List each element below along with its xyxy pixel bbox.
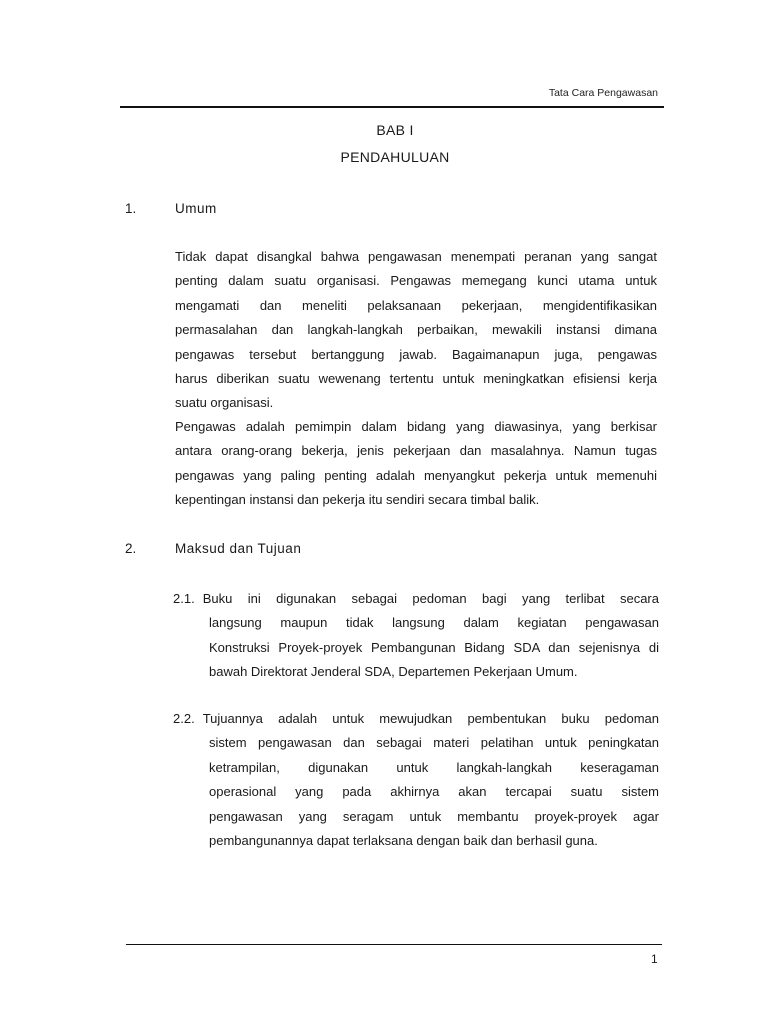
paragraph-line: pengawas yang paling penting adalah menyangkut pekerja untuk memenuhi (175, 467, 657, 483)
section-1-paragraph-2 (175, 415, 657, 513)
subsection-number: 2.2. (173, 711, 195, 726)
paragraph-line: antara orang-orang bekerja, jenis pekerjaan dan masalahnya. Namun tugas (175, 443, 657, 459)
subsection-line: langsung maupun tidak langsung dalam kegiatan pengawasan (209, 615, 659, 631)
paragraph-line: mengamati dan meneliti pelaksanaan pekerjaan, mengidentifikasikan (175, 297, 657, 313)
subsection-line: Buku ini digunakan sebagai pedoman bagi yang terlibat secara (202, 591, 659, 606)
subsection-line: pembangunannya dapat terlaksana dengan baik dan berhasil guna. (209, 833, 598, 849)
paragraph-line: Pengawas adalah pemimpin dalam bidang yang diawasinya, yang berkisar (175, 419, 657, 434)
chapter-number: BAB I (376, 122, 414, 138)
footer-rule (126, 944, 662, 945)
section-1-paragraph-1 (175, 245, 657, 416)
subsection-2-2 (173, 707, 659, 853)
subsection-line: operasional yang pada akhirnya akan tercapai suatu sistem (209, 784, 659, 800)
section-2-number: 2. (125, 541, 137, 556)
paragraph-line: harus diberikan suatu wewenang tertentu untuk meningkatkan efisiensi kerja (175, 371, 657, 387)
subsection-line: sistem pengawasan dan sebagai materi pelatihan untuk peningkatan (209, 735, 659, 751)
subsection-line: pengawasan yang seragam untuk membantu proyek-proyek agar (209, 808, 659, 824)
paragraph-line: kepentingan instansi dan pekerja itu sendiri secara timbal balik. (175, 492, 540, 508)
page-number: 1 (651, 952, 658, 966)
subsection-line: bawah Direktorat Jenderal SDA, Departemen Pekerjaan Umum. (209, 664, 578, 680)
subsection-number: 2.1. (173, 591, 195, 606)
section-2-title: Maksud dan Tujuan (175, 541, 302, 556)
running-header: Tata Cara Pengawasan (548, 87, 658, 99)
paragraph-line: penting dalam suatu organisasi. Pengawas memegang kunci utama untuk (175, 273, 657, 289)
paragraph-line: Tidak dapat disangkal bahwa pengawasan menempati peranan yang sangat (175, 249, 657, 264)
paragraph-line: suatu organisasi. (175, 395, 274, 411)
section-1-number: 1. (125, 201, 137, 216)
subsection-line: Tujuannya adalah untuk mewujudkan pembentukan buku pedoman (202, 711, 659, 726)
paragraph-line: pengawas tersebut bertanggung jawab. Bagaimanapun juga, pengawas (175, 346, 657, 362)
chapter-title: PENDAHULUAN (340, 149, 450, 165)
header-rule (120, 106, 664, 108)
subsection-line: ketrampilan, digunakan untuk langkah-langkah keseragaman (209, 759, 659, 775)
subsection-line: Konstruksi Proyek-proyek Pembangunan Bidang SDA dan sejenisnya di (209, 639, 659, 655)
section-1-title: Umum (175, 201, 217, 216)
paragraph-line: permasalahan dan langkah-langkah perbaikan, mewakili instansi dimana (175, 322, 657, 338)
subsection-2-1 (173, 587, 659, 685)
